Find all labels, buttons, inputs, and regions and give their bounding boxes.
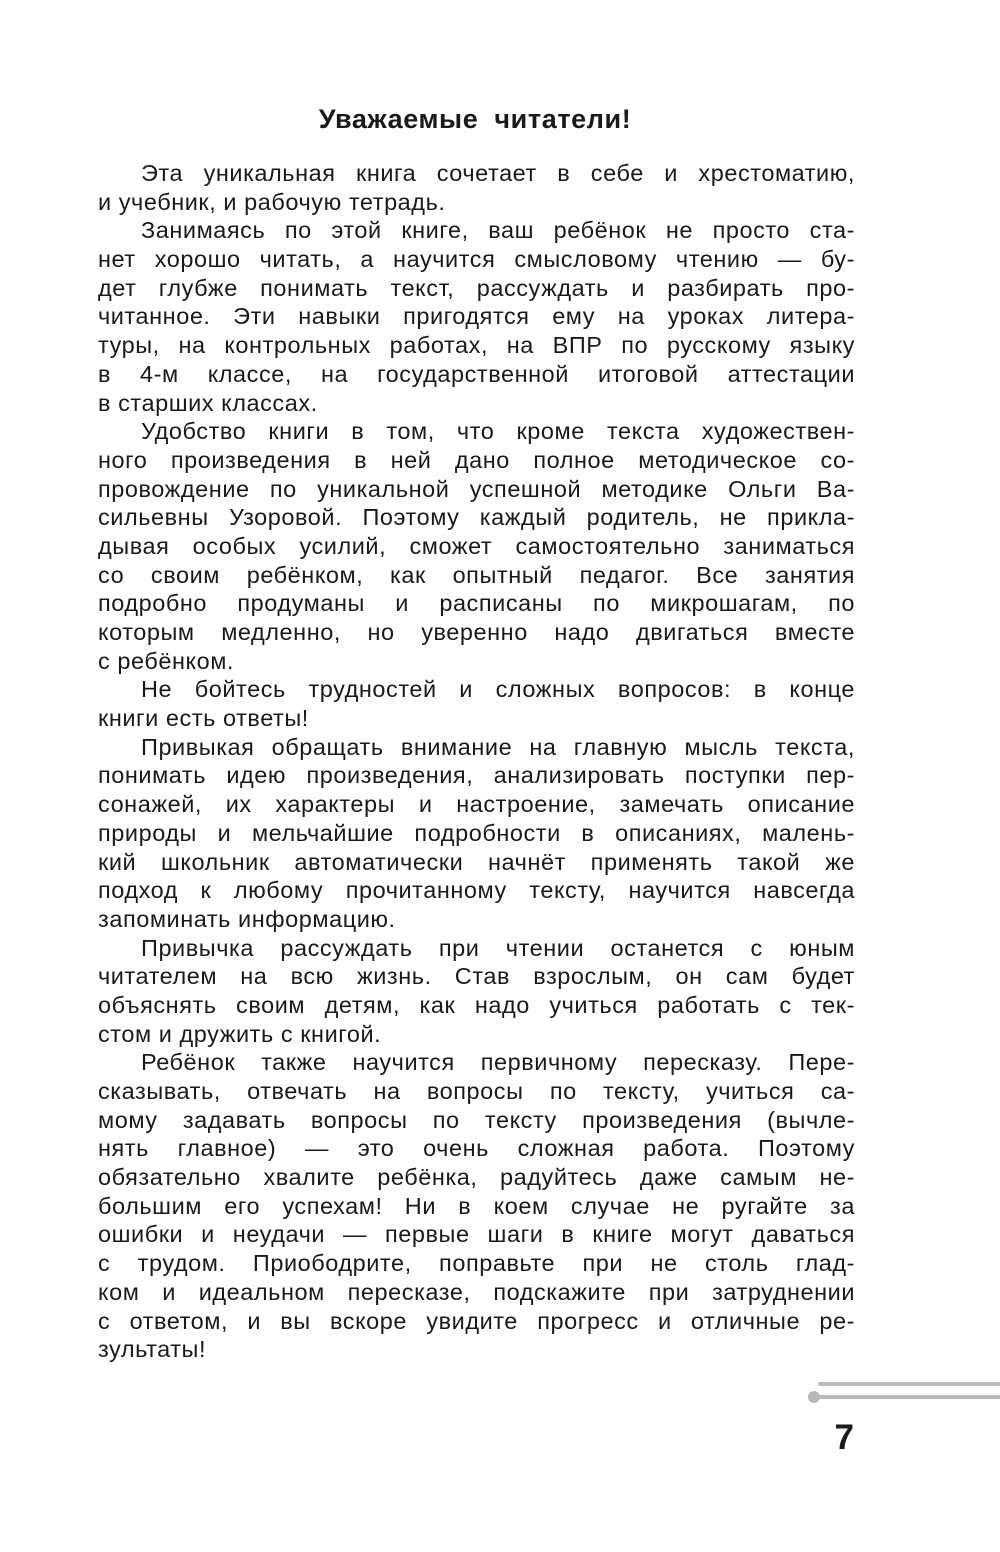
- text-line: кий школьник автоматически начнёт применять такой же: [98, 848, 855, 875]
- body-text: [98, 159, 855, 1364]
- text-line: стом и дружить с книгой.: [98, 1020, 382, 1047]
- text-line: Привыкая обращать внимание на главную мысль текста,: [141, 733, 855, 760]
- text-line: дывая особых усилий, сможет самостоятельно заниматься: [98, 532, 855, 559]
- paragraph: [98, 159, 855, 216]
- footer-rule-dot-icon: [808, 1391, 820, 1403]
- text-line: понимать идею произведения, анализировать поступки пер-: [98, 762, 855, 789]
- text-line: подробно продуманы и расписаны по микрошагам, по: [98, 590, 855, 617]
- paragraph: [98, 417, 855, 675]
- text-line: обязательно хвалите ребёнка, радуйтесь даже самым не-: [98, 1164, 855, 1191]
- paragraph: [98, 675, 855, 732]
- text-line: Ребёнок также научится первичному пересказу. Пере-: [141, 1049, 855, 1076]
- text-line: большим его успехам! Ни в коем случае не ругайте за: [98, 1192, 855, 1219]
- text-line: со своим ребёнком, как опытный педагог. Все занятия: [98, 561, 855, 588]
- text-line: Занимаясь по этой книге, ваш ребёнок не просто ста-: [141, 217, 855, 244]
- footer-decorative-rule: [808, 1377, 1000, 1407]
- text-line: книги есть ответы!: [98, 705, 309, 732]
- text-line: с трудом. Приободрите, поправьте при не столь глад-: [98, 1250, 855, 1277]
- paragraph: [98, 733, 855, 934]
- text-line: с ребёнком.: [98, 647, 235, 674]
- text-line: в старших классах.: [98, 389, 318, 416]
- text-line: сильевны Узоровой. Поэтому каждый родитель, не прикла-: [98, 504, 855, 531]
- text-line: зультаты!: [98, 1336, 207, 1363]
- text-line: ного произведения в ней дано полное методическое со-: [98, 446, 855, 473]
- page-title: Уважаемые читатели!: [318, 104, 632, 134]
- text-line: сонажей, их характеры и настроение, замечать описание: [98, 791, 855, 818]
- text-line: Привычка рассуждать при чтении останется с юным: [141, 934, 855, 961]
- text-line: дет глубже понимать текст, рассуждать и разбирать про-: [98, 274, 855, 301]
- text-line: читателем на всю жизнь. Став взрослым, он сам будет: [98, 963, 855, 990]
- text-line: ком и идеальном пересказе, подскажите при затруднении: [98, 1278, 855, 1305]
- text-line: туры, на контрольных работах, на ВПР по русскому языку: [98, 332, 855, 359]
- text-line: ошибки и неудачи — первые шаги в книге могут даваться: [98, 1221, 855, 1248]
- text-line: запоминать информацию.: [98, 905, 396, 932]
- text-line: с ответом, и вы вскоре увидите прогресс и отличные ре-: [98, 1307, 855, 1334]
- text-line: Не бойтесь трудностей и сложных вопросов: в конце: [141, 676, 855, 703]
- text-line: подход к любому прочитанному тексту, научится навсегда: [98, 877, 855, 904]
- text-line: читанное. Эти навыки пригодятся ему на уроках литера-: [98, 303, 855, 330]
- text-line: провождение по уникальной успешной методике Ольги Ва-: [98, 475, 855, 502]
- text-line: Удобство книги в том, что кроме текста художествен-: [141, 418, 855, 445]
- text-line: объяснять своим детям, как надо учиться работать с тек-: [98, 991, 855, 1018]
- paragraph: [98, 934, 855, 1049]
- text-line: и учебник, и рабочую тетрадь.: [98, 188, 446, 215]
- text-line: сказывать, отвечать на вопросы по тексту, учиться са-: [98, 1078, 855, 1104]
- text-line: природы и мельчайшие подробности в описаниях, малень-: [98, 819, 855, 846]
- text-line: нет хорошо читать, а научится смысловому чтению — бу-: [98, 246, 855, 273]
- paragraph: [98, 216, 855, 417]
- page-number: 7: [834, 1418, 854, 1457]
- text-line: в 4-м классе, на государственной итоговой аттестации: [98, 360, 855, 387]
- text-line: Эта уникальная книга сочетает в себе и хрестоматию,: [141, 160, 855, 186]
- text-line: которым медленно, но уверенно надо двигаться вместе: [98, 619, 855, 645]
- text-line: нять главное) — это очень сложная работа. Поэтому: [98, 1135, 855, 1162]
- text-line: мому задавать вопросы по тексту произведения (вычле-: [98, 1106, 855, 1133]
- paragraph: [98, 1048, 855, 1364]
